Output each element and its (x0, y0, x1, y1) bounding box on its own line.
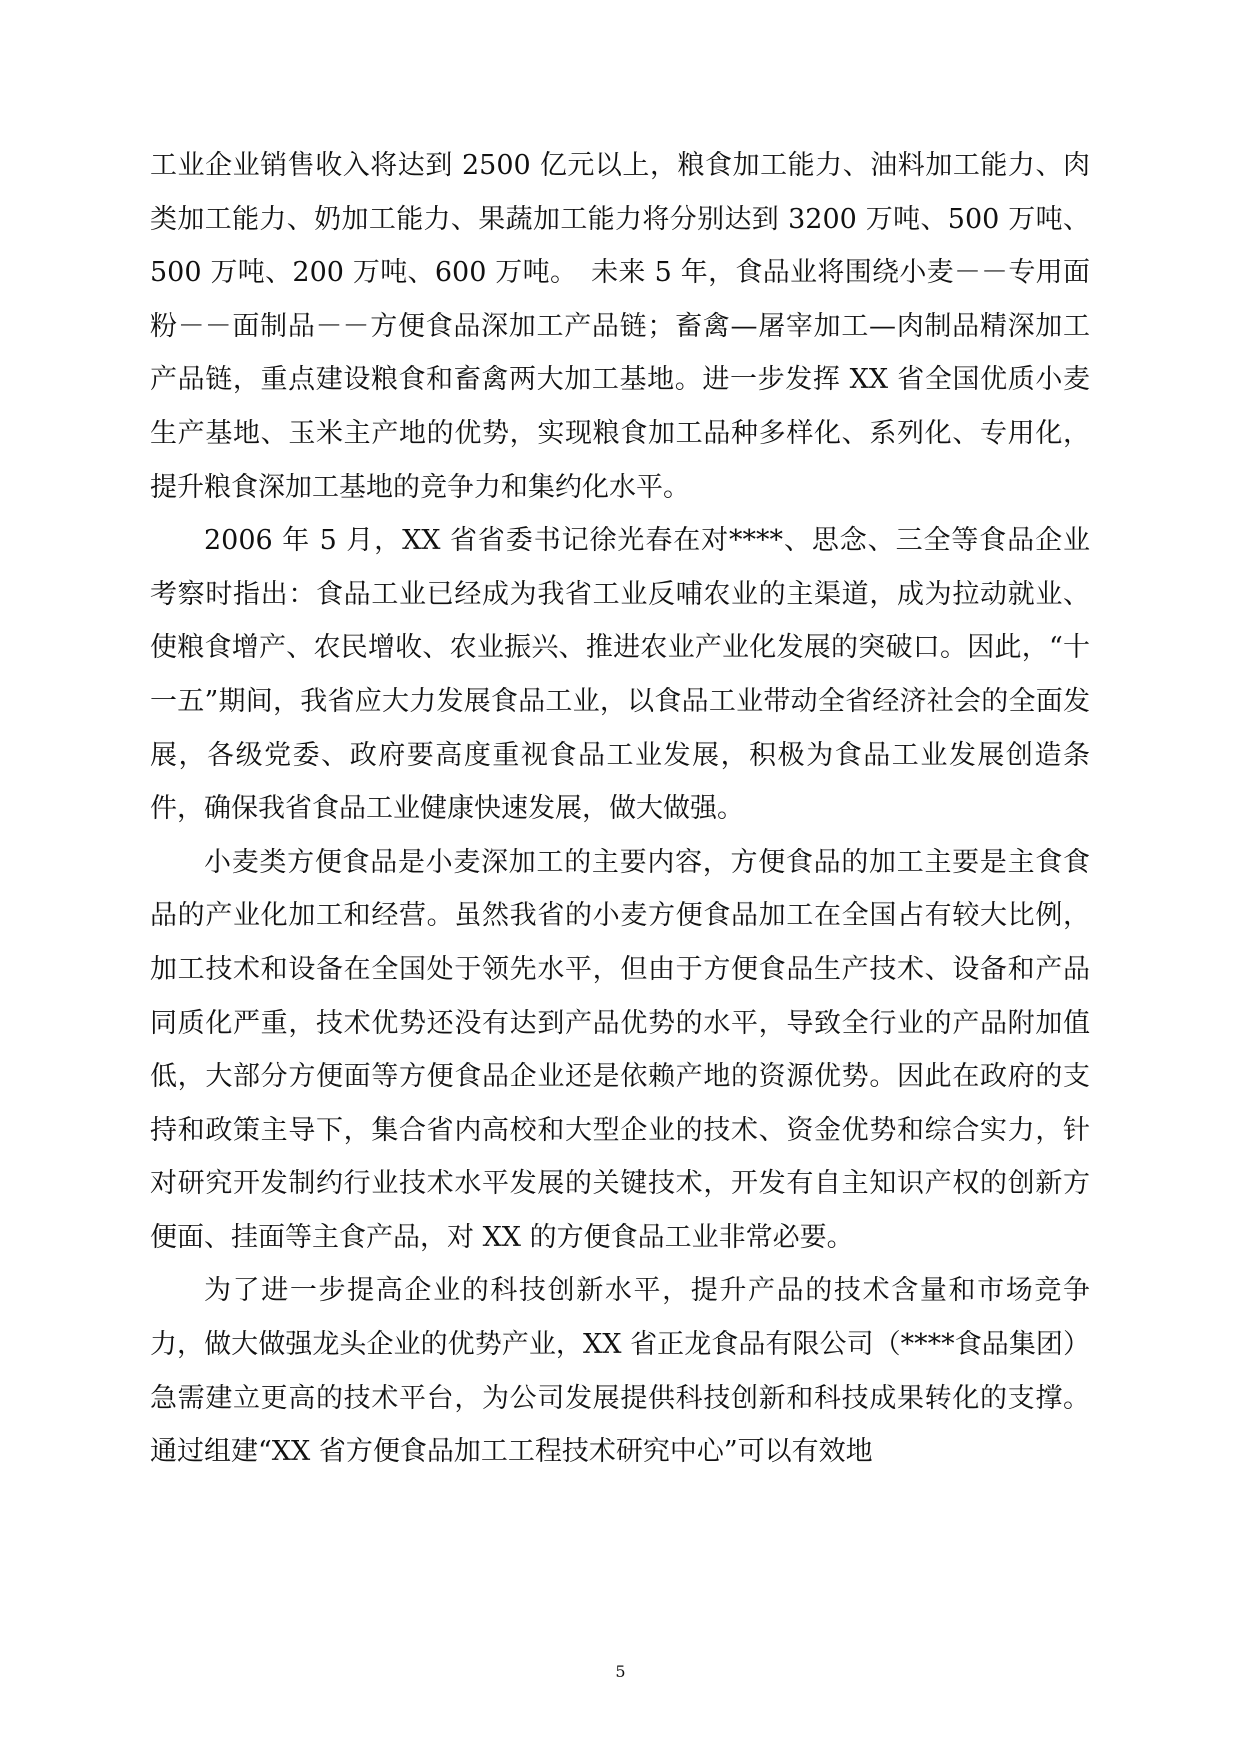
body-text (150, 139, 1090, 1479)
page-number: 5 (615, 1662, 626, 1681)
paragraph-continued: 工业企业销售收入将达到 2500 亿元以上，粮食加工能力、油料加工能力、肉类加工能力、奶加工能力、果蔬加工能力将分别达到 3200 万吨、500 万吨、500 万吨、200 万吨、600 万吨。 未来 5 年，食品业将围绕小麦－－专用面粉－－面制品－－方便食品深加工产品链；畜禽—屠宰加工—肉制品精深加工产品链，重点建设粮食和畜禽两大加工基地。进一步发挥 XX 省全国优质小麦生产基地、玉米主产地的优势，实现粮食加工品种多样化、系列化、专用化，提升粮食深加工基地的竞争力和集约化水平。 (150, 150, 1090, 503)
paragraph: 为了进一步提高企业的科技创新水平，提升产品的技术含量和市场竞争力，做大做强龙头企业的优势产业，XX 省正龙食品有限公司（****食品集团）急需建立更高的技术平台，为公司发展提供科技创新和科技成果转化的支撑。通过组建“XX 省方便食品加工工程技术研究中心”可以有效地 (150, 1275, 1090, 1468)
paragraph: 2006 年 5 月，XX 省省委书记徐光春在对****、思念、三全等食品企业考察时指出：食品工业已经成为我省工业反哺农业的主渠道，成为拉动就业、使粮食增产、农民增收、农业振兴、推进农业产业化发展的突破口。因此，“十一五”期间，我省应大力发展食品工业，以食品工业带动全省经济社会的全面发展，各级党委、政府要高度重视食品工业发展，积极为食品工业发展创造条件，确保我省食品工业健康快速发展，做大做强。 (150, 525, 1090, 825)
paragraph: 小麦类方便食品是小麦深加工的主要内容，方便食品的加工主要是主食食品的产业化加工和经营。虽然我省的小麦方便食品加工在全国占有较大比例，加工技术和设备在全国处于领先水平，但由于方便食品生产技术、设备和产品同质化严重，技术优势还没有达到产品优势的水平，导致全行业的产品附加值低，大部分方便面等方便食品企业还是依赖产地的资源优势。因此在政府的支持和政策主导下，集合省内高校和大型企业的技术、资金优势和综合实力，针对研究开发制约行业技术水平发展的关键技术，开发有自主知识产权的创新方便面、挂面等主食产品，对 XX 的方便食品工业非常必要。 (150, 846, 1090, 1253)
